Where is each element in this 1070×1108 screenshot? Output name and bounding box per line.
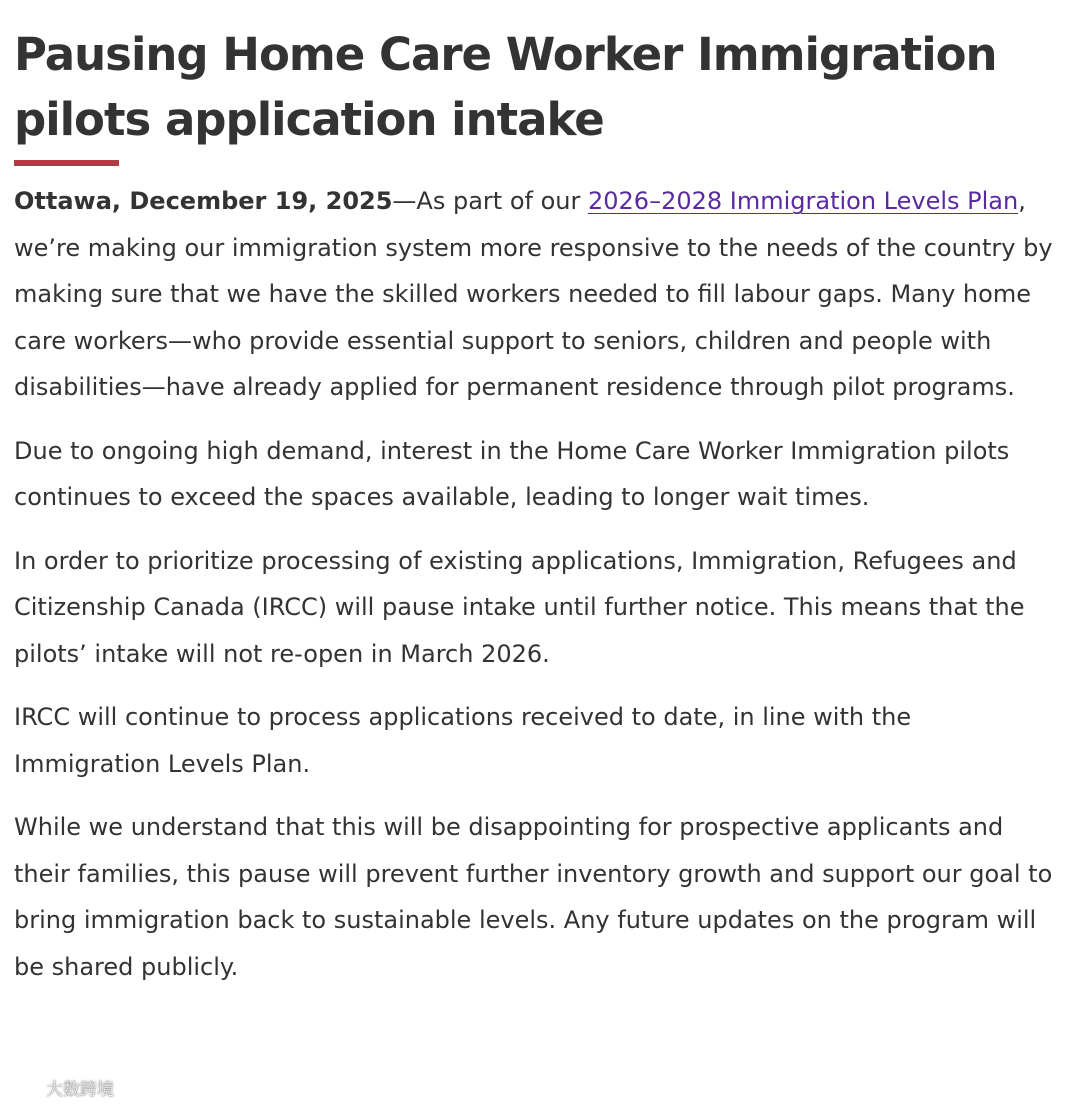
dateline: Ottawa, December 19, 2025 <box>14 187 393 215</box>
watermark-text: 大数跨境 <box>46 1080 114 1100</box>
weibo-logo-icon <box>8 1076 42 1100</box>
page-title: Pausing Home Care Worker Immigration pilots application intake <box>14 28 997 146</box>
body-paragraph-processing: IRCC will continue to process applications received to date, in line with the Immigration Levels Plan. <box>14 703 912 778</box>
article <box>14 22 1064 1007</box>
body-paragraph-demand: Due to ongoing high demand, interest in the Home Care Worker Immigration pilots continues to exceed the spaces available, leading to longer wait times. <box>14 436 1010 511</box>
lead-text-before-link: —As part of our <box>392 187 588 215</box>
lead-text-after-link: , we’re making our immigration system more responsive to the needs of the country by making sure that we have the skilled workers needed to fill labour gaps. Many home care workers—who provide essential support to seniors, children and people with disabilities—have already applied for permanent residence through pilot programs. <box>14 187 1053 401</box>
levels-plan-link[interactable]: 2026–2028 Immigration Levels Plan <box>587 187 1019 215</box>
lead-paragraph <box>14 178 1064 411</box>
body-paragraph-pause: In order to prioritize processing of existing applications, Immigration, Refugees and Citizenship Canada (IRCC) will pause intake until further notice. This means that the pilots’ intake will not re-open in March 2026. <box>14 546 1025 668</box>
watermark <box>8 1075 114 1100</box>
title-underline-accent <box>14 160 119 166</box>
body-paragraph-outlook: While we understand that this will be disappointing for prospective applicants and their families, this pause will prevent further inventory growth and support our goal to bring immigration back to sustainable levels. Any future updates on the program will be shared publicly. <box>14 813 1053 981</box>
